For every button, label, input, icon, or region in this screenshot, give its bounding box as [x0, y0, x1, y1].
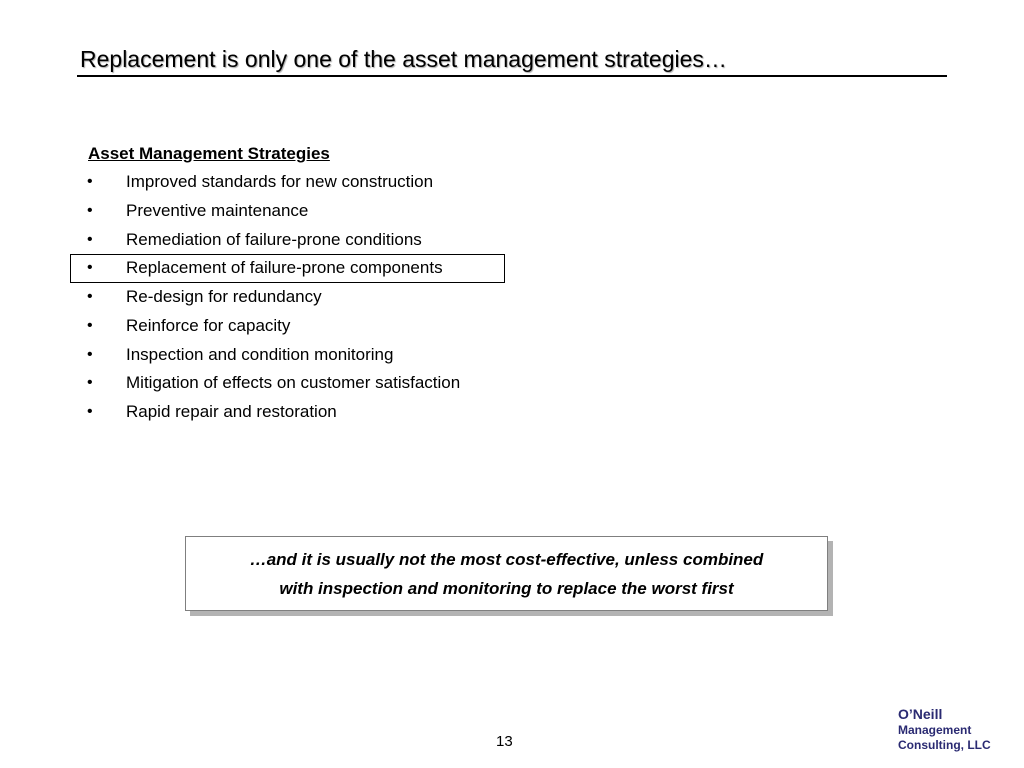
bullet-icon: • — [87, 230, 93, 248]
strategy-item — [70, 226, 505, 255]
bullet-icon: • — [87, 374, 93, 392]
title-underline-rule — [77, 75, 947, 77]
strategy-label: Improved standards for new construction — [126, 172, 434, 191]
strategy-item — [70, 398, 505, 427]
bullet-icon: • — [87, 201, 93, 219]
strategy-item — [70, 369, 505, 398]
bullet-icon: • — [87, 173, 93, 190]
strategy-item — [70, 312, 505, 341]
strategy-label: Mitigation of effects on customer satisfaction — [126, 373, 461, 393]
strategy-label: Preventive maintenance — [126, 200, 309, 220]
strategy-item — [70, 283, 505, 312]
strategy-label: Inspection and condition monitoring — [126, 344, 394, 364]
strategy-label: Reinforce for capacity — [126, 315, 291, 335]
page-number: 13 — [496, 733, 513, 750]
callout-text-line: with inspection and monitoring to replace the worst first — [279, 578, 734, 598]
bullet-icon: • — [87, 288, 93, 305]
company-logo — [898, 706, 1008, 753]
logo-text-line: Consulting, LLC — [898, 738, 991, 752]
strategy-label: Remediation of failure-prone conditions — [126, 229, 422, 249]
logo-text-line: O’Neill — [898, 706, 943, 722]
strategy-label: Rapid repair and restoration — [126, 402, 337, 421]
strategy-item-highlighted — [70, 254, 505, 283]
callout-text-line: …and it is usually not the most cost-effective, unless combined — [249, 549, 764, 569]
bullet-icon: • — [87, 259, 93, 277]
callout-box — [185, 536, 828, 611]
slide-title: Replacement is only one of the asset management strategies… — [80, 46, 727, 72]
strategy-item — [70, 197, 505, 226]
strategy-list — [70, 168, 505, 427]
strategy-label: Replacement of failure-prone components — [126, 258, 443, 278]
bullet-icon: • — [87, 403, 93, 420]
logo-text-line: Management — [898, 723, 972, 737]
strategy-item — [70, 341, 505, 370]
strategy-label: Re-design for redundancy — [126, 287, 322, 306]
section-heading: Asset Management Strategies — [88, 144, 330, 163]
strategy-item — [70, 168, 505, 197]
bullet-icon: • — [87, 316, 93, 334]
bullet-icon: • — [87, 345, 93, 363]
